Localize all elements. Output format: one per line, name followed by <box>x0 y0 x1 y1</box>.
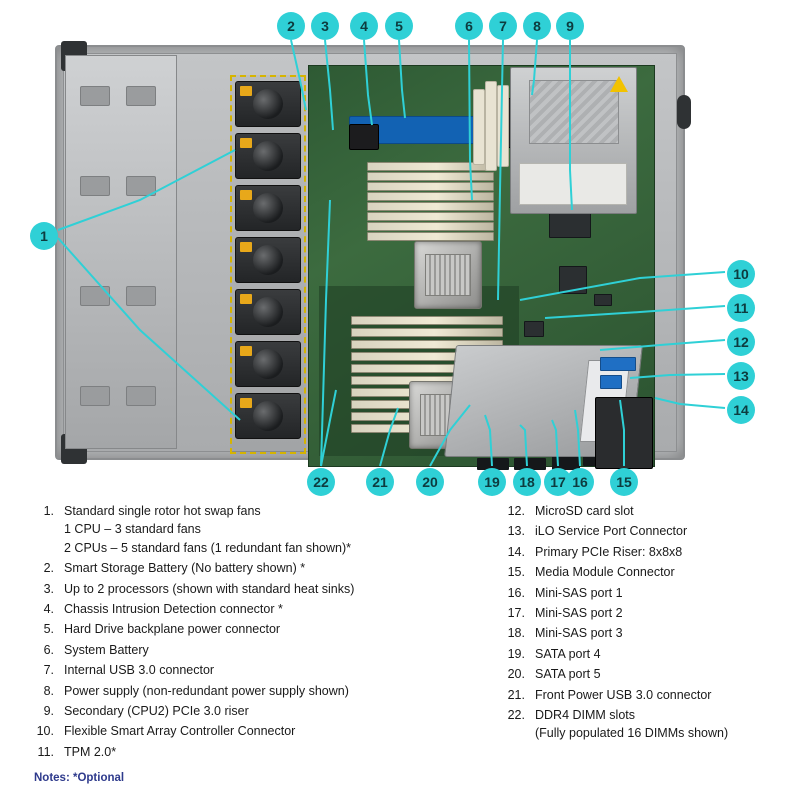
cage-vent <box>80 286 110 306</box>
legend-item-label: Secondary (CPU2) PCIe 3.0 riser <box>64 704 249 719</box>
fan-module <box>235 81 301 127</box>
legend-item-number: 1. <box>43 504 54 518</box>
legend-item-label: Mini-SAS port 1 <box>535 585 623 600</box>
legend-item-number: 8. <box>43 683 54 698</box>
legend-item <box>505 584 795 602</box>
callout-18[interactable]: 18 <box>513 468 541 496</box>
dimm-slot <box>351 316 503 325</box>
psu-cable <box>485 81 497 171</box>
dimm-slot <box>351 328 503 337</box>
legend-item-label: Mini-SAS port 3 <box>535 626 623 641</box>
dimm-slot <box>367 232 494 241</box>
legend-item-label: iLO Service Port Connector <box>535 524 688 539</box>
legend-item <box>505 502 795 520</box>
callout-11[interactable]: 11 <box>727 294 755 322</box>
legend-item-label: Flexible Smart Array Controller Connector <box>64 724 296 739</box>
legend-item-text <box>64 722 504 740</box>
callout-5[interactable]: 5 <box>385 12 413 40</box>
psu-fan-grille <box>529 80 619 144</box>
legend-item <box>505 604 795 622</box>
legend-item-label: TPM 2.0* <box>64 744 117 759</box>
fan-latch-icon <box>240 346 252 356</box>
legend-item-label: Up to 2 processors (shown with standard heat sinks) <box>64 581 355 596</box>
legend-item-label: SATA port 4 <box>535 646 601 661</box>
dimm-slot <box>367 172 494 181</box>
legend-item <box>34 682 504 700</box>
callout-19[interactable]: 19 <box>478 468 506 496</box>
fan-latch-icon <box>240 242 252 252</box>
legend-item-label: SATA port 5 <box>535 667 601 682</box>
legend-item-text <box>64 600 504 618</box>
ilo-chip <box>559 266 587 294</box>
legend-item-number: 4. <box>43 602 54 617</box>
dimm-slot <box>367 182 494 191</box>
legend-item <box>34 641 504 659</box>
legend-item-number: 15. <box>507 565 525 580</box>
legend-item-number: 6. <box>43 642 54 657</box>
dimm-slot <box>367 222 494 231</box>
legend-item-label: Standard single rotor hot swap fans <box>64 504 261 518</box>
legend-item <box>505 686 795 704</box>
legend-item-label: Hard Drive backplane power connector <box>64 622 281 637</box>
legend-item <box>505 665 795 683</box>
legend-item <box>505 522 795 540</box>
dimm-slot <box>367 192 494 201</box>
callout-10[interactable]: 10 <box>727 260 755 288</box>
legend-item <box>34 743 504 761</box>
legend-item-number: 20. <box>507 667 525 682</box>
legend-item-number: 5. <box>43 622 54 637</box>
legend-item-sublabel: (Fully populated 16 DIMMs shown) <box>535 726 729 741</box>
legend-item-text <box>535 584 795 602</box>
notes-label: Notes: <box>34 772 70 784</box>
power-supply <box>510 67 637 214</box>
cage-vent <box>126 86 156 106</box>
rear-io-block <box>595 397 653 469</box>
fan-bay <box>230 75 306 454</box>
legend-item-text <box>535 665 795 683</box>
legend-item <box>34 620 504 638</box>
media-module-connector <box>600 375 622 389</box>
legend-item-number: 16. <box>507 585 525 600</box>
drive-cage <box>65 55 177 449</box>
legend-item-number: 7. <box>43 663 54 678</box>
legend-item-text <box>64 702 504 720</box>
callout-2[interactable]: 2 <box>277 12 305 40</box>
legend-item-label: Media Module Connector <box>535 565 675 580</box>
legend-item-text <box>535 522 795 540</box>
legend-item-text <box>535 543 795 561</box>
legend-item <box>34 702 504 720</box>
legend-item-label: Internal USB 3.0 connector <box>64 663 215 678</box>
legend-item-label: Chassis Intrusion Detection connector * <box>64 602 283 617</box>
legend-item <box>505 706 795 743</box>
callout-3[interactable]: 3 <box>311 12 339 40</box>
legend-item <box>34 559 504 577</box>
legend-item-number: 11. <box>37 744 54 759</box>
legend-item-text <box>535 706 795 743</box>
legend-item-text <box>64 661 504 679</box>
callout-7[interactable]: 7 <box>489 12 517 40</box>
fan-latch-icon <box>240 138 252 148</box>
callout-15[interactable]: 15 <box>610 468 638 496</box>
callout-1[interactable]: 1 <box>30 222 58 250</box>
legend-item-text <box>535 686 795 704</box>
legend <box>0 502 800 800</box>
fan-latch-icon <box>240 294 252 304</box>
fan-module <box>235 341 301 387</box>
fan-module <box>235 289 301 335</box>
fan-latch-icon <box>240 86 252 96</box>
legend-item-text <box>64 682 504 700</box>
psu-cable <box>473 89 485 165</box>
legend-item <box>505 645 795 663</box>
callout-8[interactable]: 8 <box>523 12 551 40</box>
cage-vent <box>126 386 156 406</box>
legend-item <box>505 543 795 561</box>
legend-item-number: 14. <box>507 544 525 559</box>
legend-item-sublabel: 2 CPUs – 5 standard fans (1 redundant fan shown)* <box>64 540 351 555</box>
fan-latch-icon <box>240 398 252 408</box>
cage-vent <box>126 286 156 306</box>
legend-item-label: MicroSD card slot <box>535 504 634 518</box>
legend-item-text <box>64 620 504 638</box>
legend-item-label: DDR4 DIMM slots <box>535 708 636 723</box>
heatsink-fins <box>425 254 471 296</box>
legend-column-left <box>34 502 504 763</box>
legend-item-text <box>535 645 795 663</box>
legend-item-text <box>64 580 504 598</box>
legend-item-label: Front Power USB 3.0 connector <box>535 687 712 702</box>
callout-17[interactable]: 17 <box>544 468 572 496</box>
legend-item-number: 10. <box>36 724 54 739</box>
notes-text: *Optional <box>72 772 125 784</box>
callout-20[interactable]: 20 <box>416 468 444 496</box>
legend-item <box>505 563 795 581</box>
legend-item-number: 17. <box>507 606 525 621</box>
chassis-corner-tab <box>677 95 691 129</box>
legend-item-label: System Battery <box>64 642 149 657</box>
legend-item-text <box>535 563 795 581</box>
dimm-slot <box>367 212 494 221</box>
legend-item-text <box>64 641 504 659</box>
processor-heatsink <box>414 241 482 309</box>
callout-6[interactable]: 6 <box>455 12 483 40</box>
ilo-service-port <box>600 357 636 371</box>
callout-13[interactable]: 13 <box>727 362 755 390</box>
fan-module <box>235 237 301 283</box>
legend-item-number: 13. <box>507 524 525 539</box>
cage-vent <box>80 386 110 406</box>
psu-cable <box>497 85 509 167</box>
legend-item-label: Primary PCIe Riser: 8x8x8 <box>535 544 683 559</box>
dimm-slot <box>367 202 494 211</box>
legend-item-number: 19. <box>507 646 525 661</box>
legend-item <box>34 600 504 618</box>
cage-vent <box>80 176 110 196</box>
legend-item-sublabel: 1 CPU – 3 standard fans <box>64 522 201 537</box>
legend-notes <box>34 772 124 784</box>
legend-item-text <box>535 604 795 622</box>
cage-vent <box>126 176 156 196</box>
legend-column-right <box>505 502 795 745</box>
psu-label <box>519 163 627 205</box>
fan-module <box>235 133 301 179</box>
legend-item-number: 3. <box>43 581 54 596</box>
microsd-slot <box>594 294 612 306</box>
callout-21[interactable]: 21 <box>366 468 394 496</box>
fan-latch-icon <box>240 190 252 200</box>
legend-item-label: Mini-SAS port 2 <box>535 606 623 621</box>
legend-item <box>505 624 795 642</box>
legend-item-label: Smart Storage Battery (No battery shown) * <box>64 561 306 576</box>
callout-9[interactable]: 9 <box>556 12 584 40</box>
callout-4[interactable]: 4 <box>350 12 378 40</box>
legend-item-number: 2. <box>43 561 54 576</box>
legend-item-number: 22. <box>507 708 525 723</box>
legend-item-number: 21. <box>507 687 525 702</box>
usb-connector-block <box>349 124 379 150</box>
legend-item-number: 12. <box>507 504 525 518</box>
legend-item-text <box>535 502 795 520</box>
legend-item <box>34 661 504 679</box>
cage-vent <box>80 86 110 106</box>
legend-item-label: Power supply (non-redundant power supply shown) <box>64 683 349 698</box>
callout-12[interactable]: 12 <box>727 328 755 356</box>
callout-14[interactable]: 14 <box>727 396 755 424</box>
server-photo <box>55 45 685 460</box>
legend-item <box>34 502 504 557</box>
callout-22[interactable]: 22 <box>307 468 335 496</box>
callout-16[interactable]: 16 <box>566 468 594 496</box>
legend-item-text <box>535 624 795 642</box>
fan-module <box>235 393 301 439</box>
legend-item-text <box>64 743 504 761</box>
legend-item-number: 9. <box>43 704 54 719</box>
legend-item-text <box>64 502 504 557</box>
legend-item <box>34 580 504 598</box>
legend-item-number: 18. <box>507 626 525 641</box>
tpm-module <box>524 321 544 337</box>
legend-item <box>34 722 504 740</box>
warning-icon <box>610 76 628 92</box>
legend-item-text <box>64 559 504 577</box>
fan-module <box>235 185 301 231</box>
